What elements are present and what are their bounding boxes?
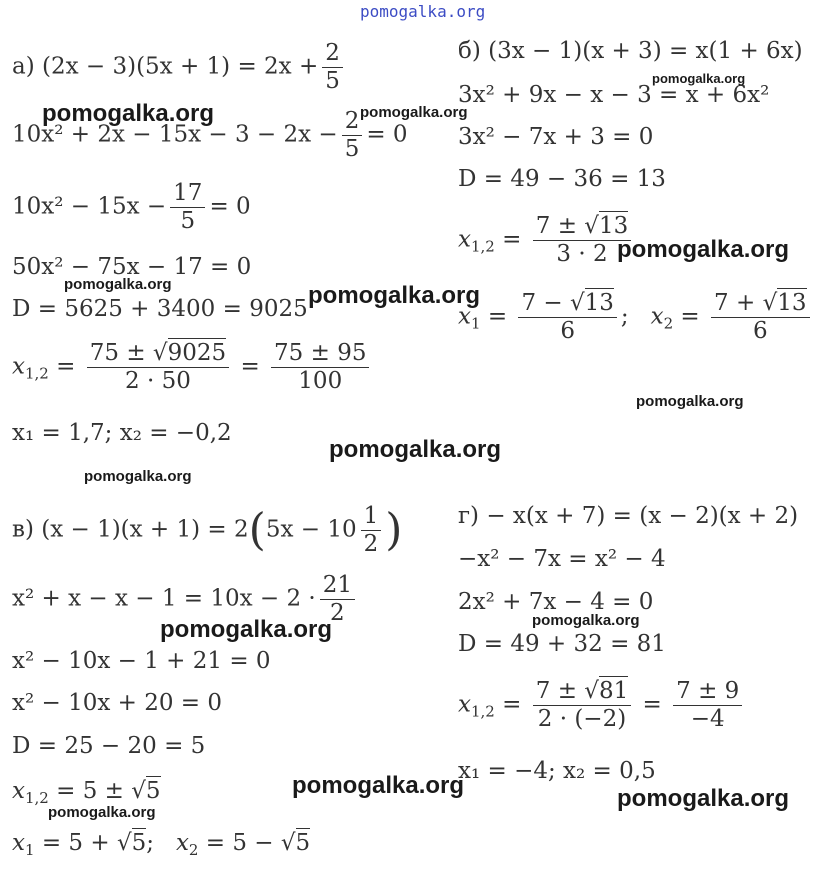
part-g-roots-formula: $x_{1,2}$ = $\frac{7 \pm √81}{2 \cdot (-2)}$ = $\frac{7 \pm 9}{-4}$ <box>458 680 746 731</box>
part-v-discriminant: D = 25 − 20 = 5 <box>12 733 206 759</box>
fraction: $\frac{2}{5}$ <box>322 42 343 93</box>
watermark: pomogalka.org <box>308 282 481 309</box>
watermark-top: pomogalka.org <box>360 2 486 21</box>
part-b-equation: б) (3x − 1)(x + 3) = x(1 + 6x) <box>458 38 803 64</box>
part-a-line-3: 10x² − 15x − $\frac{17}{5}$ = 0 <box>12 180 251 234</box>
part-b-line-2: 3x² + 9x − x − 3 = x + 6x² <box>458 82 770 108</box>
watermark: pomogalka.org <box>360 104 468 121</box>
part-a-equation <box>12 42 347 93</box>
part-a-line-2: 10x² + 2x − 15x − 3 − 2x − $\frac{2}{5}$ = 0 <box>12 108 408 162</box>
part-b-roots-formula: $x_{1,2}$ = $\frac{7 \pm √13}{3 \cdot 2}$ <box>458 215 635 266</box>
part-g-equation: г) − x(x + 7) = (x − 2)(x + 2) <box>458 503 799 529</box>
part-a-answer: x₁ = 1,7; x₂ = −0,2 <box>12 420 232 446</box>
watermark: pomogalka.org <box>617 785 790 812</box>
part-a-label: а) <box>12 53 35 80</box>
watermark: pomogalka.org <box>84 468 192 485</box>
part-g-line-3: 2x² + 7x − 4 = 0 <box>458 589 654 615</box>
watermark: pomogalka.org <box>42 100 215 127</box>
watermark: pomogalka.org <box>329 436 502 463</box>
part-a-roots-formula: $x_{1,2}$ = $\frac{75 \pm √9025}{2 \cdot 50}$ = $\frac{75 \pm 95}{100}$ <box>12 342 373 393</box>
part-g-discriminant: D = 49 + 32 = 81 <box>458 631 666 657</box>
watermark: pomogalka.org <box>617 236 790 263</box>
part-g-line-2: −x² − 7x = x² − 4 <box>458 546 666 572</box>
watermark: pomogalka.org <box>636 393 744 410</box>
part-b-line-3: 3x² − 7x + 3 = 0 <box>458 124 654 150</box>
part-v-roots-formula: $x_{1,2} = 5 \pm √5$ <box>12 778 161 807</box>
part-a-eq: (2x − 3)(5x + 1) = 2x + <box>42 53 319 80</box>
part-g-answer: x₁ = −4; x₂ = 0,5 <box>458 758 656 784</box>
part-a-discriminant: D = 5625 + 3400 = 9025 <box>12 296 308 322</box>
watermark: pomogalka.org <box>64 276 172 293</box>
part-a-line-4: 50x² − 75x − 17 = 0 <box>12 254 252 280</box>
watermark: pomogalka.org <box>292 772 465 799</box>
part-b-answer: $x_1$ = $\frac{7 - √13}{6}$ ; $x_2$ = $\frac{7 + √13}{6}$ <box>458 292 814 343</box>
part-v-line-3: x² − 10x − 1 + 21 = 0 <box>12 648 271 674</box>
part-v-equation: в) (x − 1)(x + 1) = 2(5x − 10 $\frac{1}{2}$ ) <box>12 503 403 557</box>
watermark: pomogalka.org <box>652 71 746 86</box>
part-v-answer: $x_1 = 5 + √5$; $x_2 = 5 - √5$ <box>12 830 311 859</box>
watermark: pomogalka.org <box>160 616 333 643</box>
part-v-line-2: x² + x − x − 1 = 10x − 2 · $\frac{21}{2}$ <box>12 574 359 625</box>
part-v-line-4: x² − 10x + 20 = 0 <box>12 690 223 716</box>
watermark: pomogalka.org <box>48 804 156 821</box>
part-b-discriminant: D = 49 − 36 = 13 <box>458 166 666 192</box>
watermark: pomogalka.org <box>532 612 640 629</box>
